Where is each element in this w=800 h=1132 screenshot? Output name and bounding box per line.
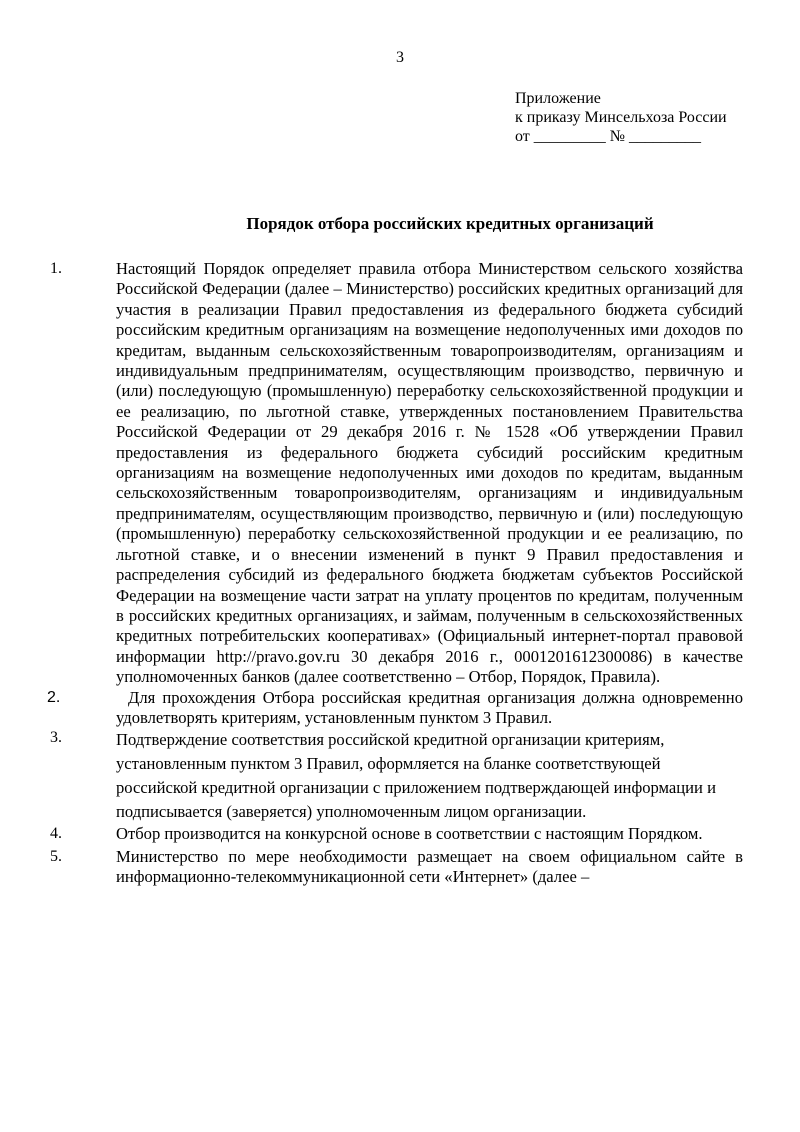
- item-text: Настоящий Порядок определяет правила отбора Министерством сельского хозяйства Российской Федерации (далее – Министерство) российских кредитных организаций для участия в реализации Правил предоставления из федерального бюджета субсидий российским кредитным организациям на возмещение недополученных ими доходов по кредитам, выданным сельскохозяйственным товаропроизводителям, организациям и индивидуальным предпринимателям, осуществляющим производство, первичную и (или) последующую (промышленную) переработку сельскохозяйственной продукции и ее реализацию, по льготной ставке, утвержденных постановлением Правительства Российской Федерации от 29 декабря 2016 г. № 1528 «Об утверждении Правил предоставления из федерального бюджета субсидий российским кредитным организациям на возмещение недополученных ими доходов по кредитам, выданным сельскохозяйственным товаропроизводителям, организациям и индивидуальным предпринимателям, осуществляющим производство, первичную и (или) последующую (промышленную) переработку сельскохозяйственной продукции и ее реализацию, по льготной ставке, и о внесении изменений в пункт 9 Правил предоставления и распределения субсидий из федерального бюджета бюджетам субъектов Российской Федерации на возмещение части затрат на уплату процентов по кредитам, полученным в российских кредитных организациях, и займам, полученным в сельскохозяйственных кредитных потребительских кооперативах» (Официальный интернет-портал правовой информации http://pravo.gov.ru 30 декабря 2016 г., 0001201612300086) в качестве уполномоченных банков (далее соответственно – Отбор, Порядок, Правила).: [116, 259, 743, 687]
- numbered-list: [0, 259, 800, 888]
- list-item-4: [0, 824, 800, 844]
- appendix-line-3: от _________ № _________: [515, 128, 702, 145]
- item-number: 4.: [50, 825, 62, 843]
- item-text: Отбор производится на конкурсной основе в соответствии с настоящим Порядком.: [116, 824, 703, 844]
- item-text: Для прохождения Отбора российская кредитная организация должна одновременно удовлетворять критериям, установленным пунктом 3 Правил.: [116, 687, 743, 727]
- item-text: Подтверждение соответствия российской кредитной организации критериям, установленным пунктом 3 Правил, оформляется на бланке соответствующей российской кредитной организации с приложением подтверждающей информации и подписывается (заверяется) уполномоченным лицом организации.: [116, 730, 716, 822]
- item-number: 2.: [47, 688, 61, 706]
- appendix-line-1: Приложение: [515, 90, 601, 107]
- item-number: 5.: [50, 847, 62, 865]
- list-item-2: [0, 688, 800, 729]
- list-item-3: [0, 728, 800, 824]
- item-number: 3.: [50, 729, 62, 747]
- appendix-line-2: к приказу Минсельхоза России: [515, 109, 727, 126]
- appendix-block: [515, 89, 727, 146]
- list-item-1: [0, 259, 800, 688]
- list-item-5: [0, 847, 800, 888]
- document-title: Порядок отбора российских кредитных организаций: [246, 214, 654, 233]
- item-text: Министерство по мере необходимости размещает на своем официальном сайте в информационно-телекоммуникационной сети «Интернет» (далее –: [116, 846, 743, 887]
- item-number: 1.: [50, 260, 62, 277]
- page-number: 3: [396, 49, 404, 66]
